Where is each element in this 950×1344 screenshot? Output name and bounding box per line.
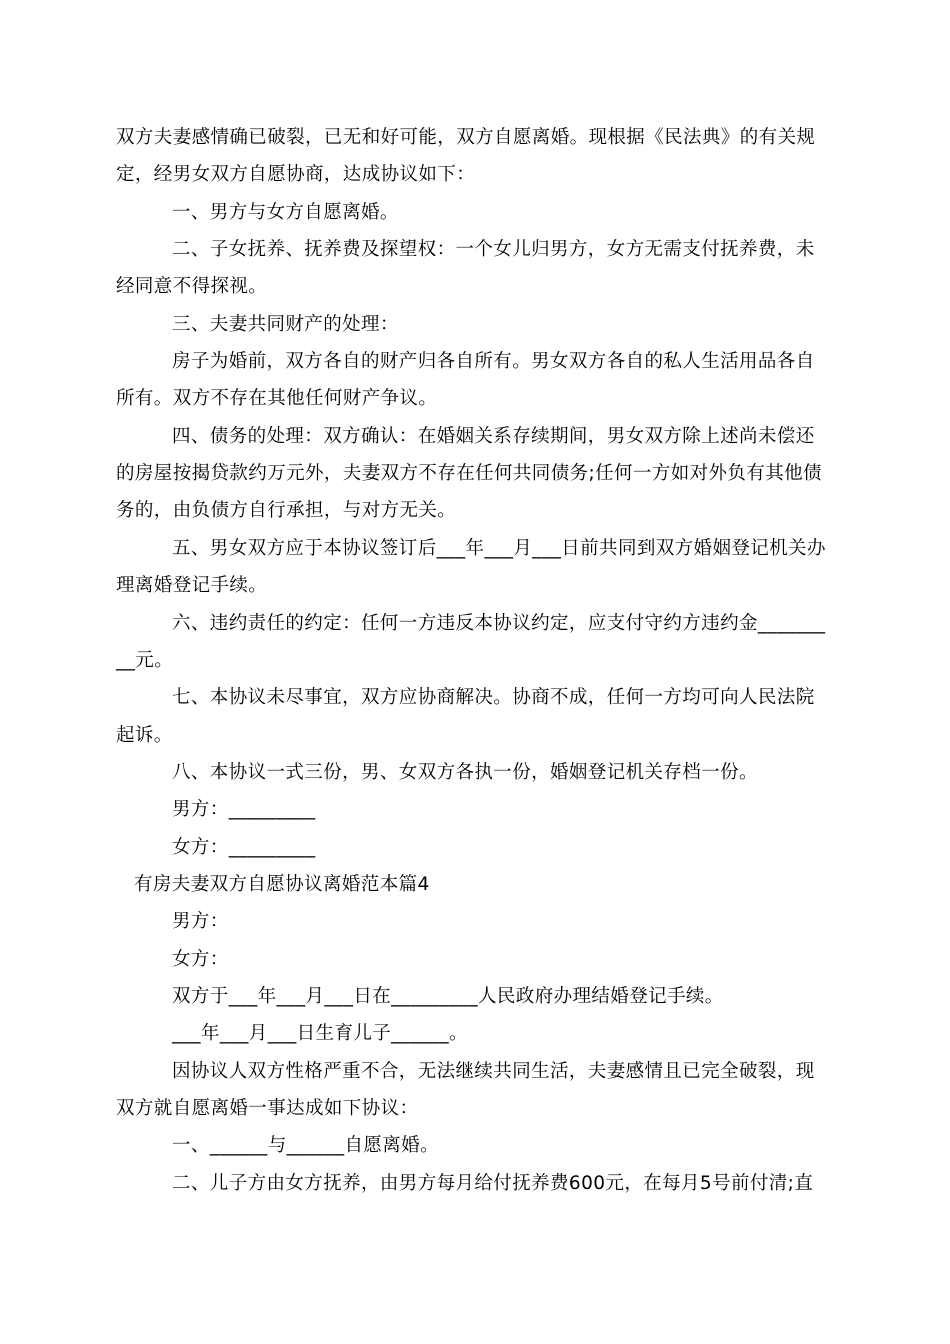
paragraph-line: 房子为婚前，双方各自的财产归各自所有。男女双方各自的私人生活用品各自: [172, 351, 815, 372]
clause-1: 一、______与______自愿离婚。: [172, 1135, 440, 1156]
party-female: 女方：: [172, 949, 229, 970]
clause-5: 五、男女双方应于本协议签订后___年___月___日前共同到双方婚姻登记机关办: [172, 538, 826, 559]
paragraph-line: 的房屋按揭贷款约万元外，夫妻双方不存在任何共同债务;任何一方如对外负有其他债: [116, 463, 822, 484]
clause-7: 七、本协议未尽事宜，双方应协商解决。协商不成，任何一方均可向人民法院: [172, 687, 815, 708]
paragraph-line: 经同意不得探视。: [116, 276, 268, 297]
clause-2: 二、子女抚养、抚养费及探望权：一个女儿归男方，女方无需支付抚养费，未: [172, 239, 815, 260]
paragraph-line: 定，经男女双方自愿协商，达成协议如下：: [116, 164, 476, 185]
paragraph-line: 双方夫妻感情确已破裂，已无和好可能，双方自愿离婚。现根据《民法典》的有关规: [116, 127, 816, 148]
clause-2: 二、儿子方由女方抚养，由男方每月给付抚养费600元，在每月5号前付清;直: [172, 1173, 814, 1194]
paragraph-line: 理离婚登记手续。: [116, 575, 268, 596]
paragraph-line: 双方就自愿离婚一事达成如下协议：: [116, 1098, 419, 1119]
clause-8: 八、本协议一式三份，男、女双方各执一份，婚姻登记机关存档一份。: [172, 762, 758, 783]
clause-6: 六、违约责任的约定：任何一方违反本协议约定，应支付守约方违约金_______: [172, 613, 826, 634]
paragraph-line: 双方于___年___月___日在_________人民政府办理结婚登记手续。: [172, 986, 724, 1007]
paragraph-line: ___年___月___日生育儿子______。: [172, 1023, 468, 1044]
clause-3: 三、夫妻共同财产的处理：: [172, 314, 399, 335]
party-male: 男方：: [172, 911, 229, 932]
paragraph-line: 务的，由负债方自行承担，与对方无关。: [116, 500, 457, 521]
section-heading: 有房夫妻双方自愿协议离婚范本篇4: [134, 874, 430, 895]
clause-1: 一、男方与女方自愿离婚。: [172, 202, 399, 223]
paragraph-line: __元。: [116, 650, 174, 671]
paragraph-line: 因协议人双方性格严重不合，无法继续共同生活，夫妻感情且已完全破裂，现: [172, 1061, 815, 1082]
signature-male: 男方：_________: [172, 799, 316, 820]
paragraph-line: 所有。双方不存在其他任何财产争议。: [116, 388, 438, 409]
clause-4: 四、债务的处理：双方确认：在婚姻关系存续期间，男女双方除上述尚未偿还: [172, 426, 815, 447]
signature-female: 女方：_________: [172, 837, 316, 858]
paragraph-line: 起诉。: [116, 725, 173, 746]
